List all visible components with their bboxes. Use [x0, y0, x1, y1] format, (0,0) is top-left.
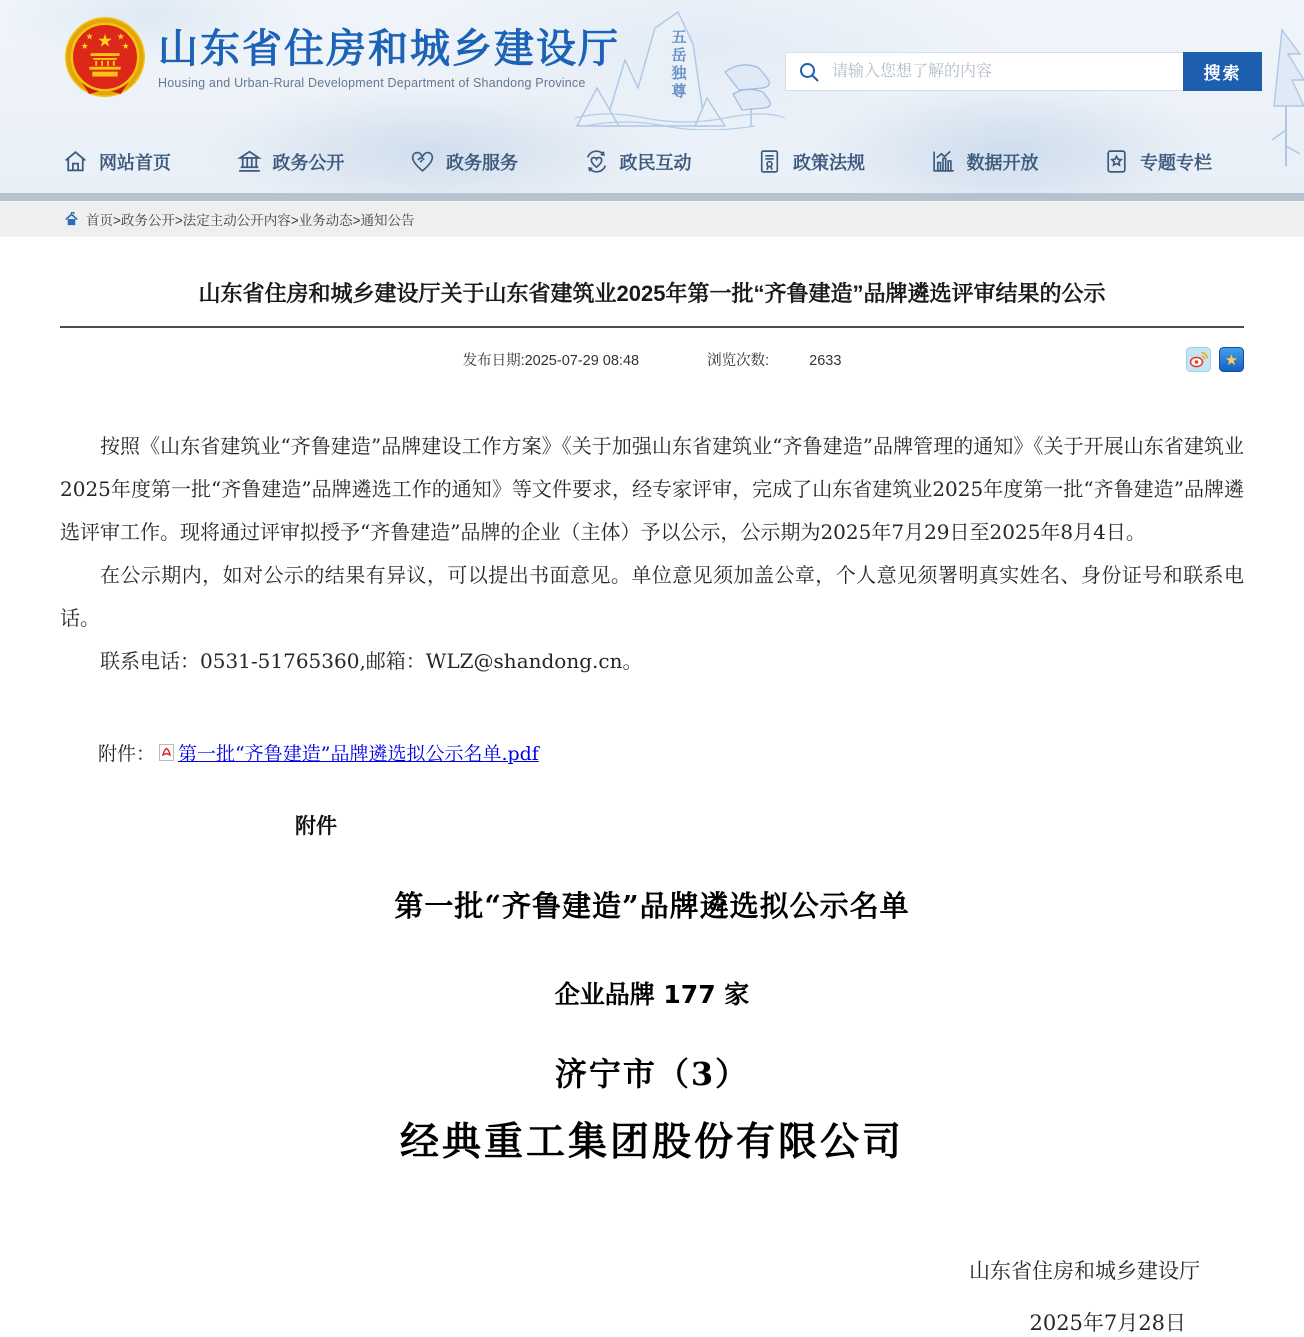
preview-heading: 附件	[295, 814, 337, 838]
handshake-heart-icon	[409, 148, 436, 175]
svg-text:★: ★	[1224, 352, 1239, 369]
search-box	[785, 52, 1262, 91]
svg-text:★: ★	[97, 30, 113, 51]
search-icon	[786, 53, 832, 90]
preview-title: 第一批“齐鲁建造”品牌遴选拟公示名单	[394, 889, 910, 923]
nav-item-special-columns[interactable]	[1103, 148, 1212, 175]
search-button[interactable]: 搜索	[1183, 52, 1262, 91]
signature-date: 2025年7月28日	[1029, 1311, 1186, 1335]
preview-subtitle: 企业品牌 177 家	[554, 980, 750, 1009]
header-top	[0, 0, 1304, 130]
main-nav	[0, 130, 1304, 193]
breadcrumb-bar	[0, 201, 1304, 237]
nav-item-label: 政民互动	[619, 152, 692, 173]
nav-item-label: 专题专栏	[1140, 152, 1212, 173]
body-paragraph: 联系电话：0531-51765360,邮箱：WLZ@shandong.cn。	[100, 649, 643, 673]
publish-date-label: 发布日期:	[462, 353, 525, 369]
government-building-icon	[236, 148, 263, 175]
weibo-share-icon[interactable]	[1186, 347, 1211, 372]
nav-item-label: 网站首页	[99, 152, 171, 173]
attachment-label: 附件：	[98, 743, 156, 765]
site-title: 山东省住房和城乡建设厅	[158, 27, 620, 71]
article-meta	[60, 349, 1244, 375]
site-header	[0, 0, 1304, 193]
interaction-heart-icon	[583, 148, 610, 175]
nav-item-policies[interactable]	[756, 148, 865, 175]
attachment-row	[60, 739, 1244, 766]
signature-block	[60, 1255, 1244, 1337]
breadcrumb[interactable]: 首页>政务公开>法定主动公开内容>业务动态>通知公告	[86, 213, 415, 228]
nav-item-label: 数据开放	[966, 152, 1039, 173]
signature-org: 山东省住房和城乡建设厅	[969, 1259, 1200, 1283]
data-chart-icon	[930, 148, 957, 175]
svg-text:★: ★	[116, 31, 125, 42]
breadcrumb-home-icon[interactable]	[64, 212, 79, 227]
attachment-pdf-link[interactable]: 第一批“齐鲁建造”品牌遴选拟公示名单.pdf	[178, 743, 539, 765]
national-emblem-logo[interactable]	[64, 16, 146, 98]
site-subtitle: Housing and Urban-Rural Development Department of Shandong Province	[158, 76, 586, 90]
header-divider	[0, 193, 1304, 201]
svg-text:★: ★	[80, 41, 89, 52]
publish-date-value: 2025-07-29 08:48	[524, 353, 640, 369]
article-body	[60, 425, 1244, 683]
title-divider	[60, 326, 1244, 328]
special-column-icon	[1103, 148, 1130, 175]
share-icons	[1186, 347, 1244, 372]
body-paragraph: 在公示期内，如对公示的结果有异议，可以提出书面意见。单位意见须加盖公章，个人意见须署明真实姓名、身份证号和联系电话。	[60, 563, 1244, 630]
nav-item-label: 政策法规	[793, 152, 865, 173]
nav-item-public-interaction[interactable]	[583, 148, 692, 175]
policy-document-icon	[756, 148, 783, 175]
site-titles	[158, 26, 620, 90]
article-title: 山东省住房和城乡建设厅关于山东省建筑业2025年第一批“齐鲁建造”品牌遴选评审结果的公示	[198, 281, 1106, 306]
nav-item-gov-services[interactable]	[409, 148, 518, 175]
preview-city-line: 济宁市（3）	[554, 1055, 750, 1093]
preview-company-line: 经典重工集团股份有限公司	[399, 1119, 904, 1165]
svg-text:★: ★	[85, 31, 94, 42]
nav-item-label: 政务服务	[446, 152, 518, 173]
nav-item-label: 政务公开	[272, 152, 345, 173]
attachment-preview	[60, 810, 1244, 1167]
mountain-inscription: 五岳独尊	[671, 29, 687, 100]
nav-item-open-data[interactable]	[930, 148, 1039, 175]
qzone-share-icon[interactable]	[1219, 347, 1244, 372]
svg-text:★: ★	[121, 41, 130, 52]
nav-item-gov-disclosure[interactable]	[236, 148, 345, 175]
home-icon	[62, 148, 89, 175]
views-label: 浏览次数:	[707, 353, 770, 369]
search-input[interactable]	[832, 53, 1183, 90]
nav-item-home[interactable]	[62, 148, 171, 175]
pdf-icon	[159, 744, 174, 761]
views-count: 2633	[809, 353, 842, 369]
article-content	[0, 279, 1304, 1337]
body-paragraph: 按照《山东省建筑业“齐鲁建造”品牌建设工作方案》《关于加强山东省建筑业“齐鲁建造”品牌管理的通知》《关于开展山东省建筑业2025年度第一批“齐鲁建造”品牌遴选工作的通知》等文件要求，经专家评审，完成了山东省建筑业2025年度第一批“齐鲁建造”品牌遴选评审工作。现将通过评审拟授予“齐鲁建造”品牌的企业（主体）予以公示，公示期为2025年7月29日至2025年8月4日。	[60, 434, 1244, 544]
